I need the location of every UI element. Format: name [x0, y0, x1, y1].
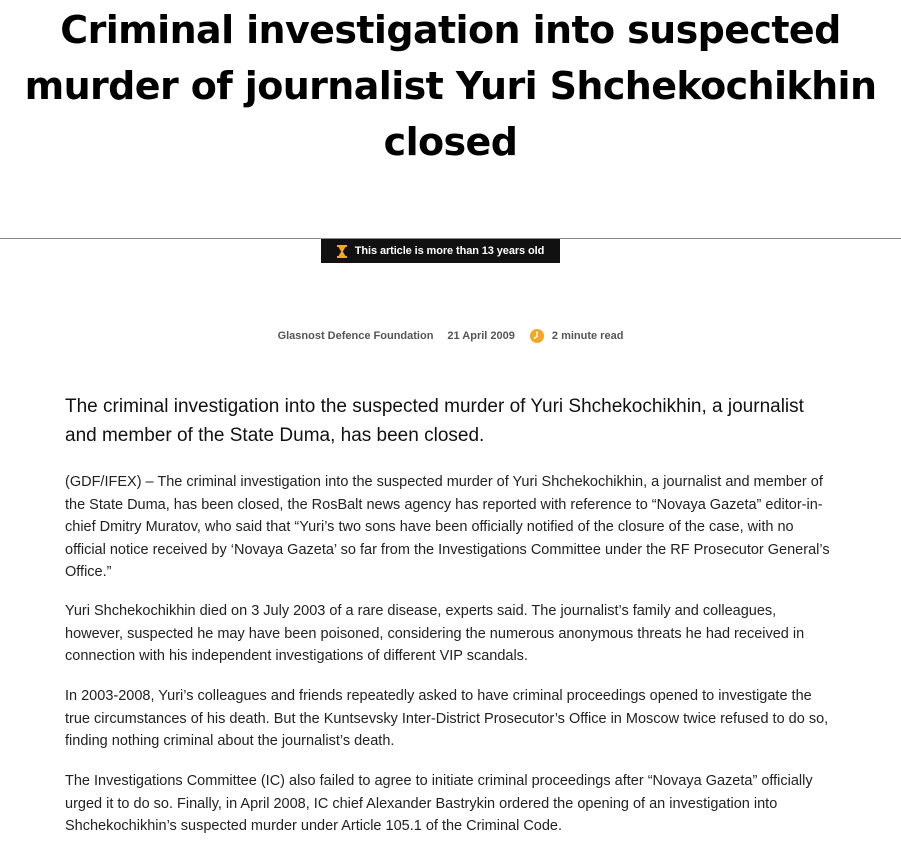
- article-lede: The criminal investigation into the suspected murder of Yuri Shchekochikhin, a journalist and member of the State Duma, has been closed.: [65, 396, 804, 446]
- article-meta: [0, 326, 901, 346]
- article-source[interactable]: Glasnost Defence Foundation: [277, 330, 434, 342]
- article-age-badge: [321, 239, 560, 263]
- article-paragraph: In 2003-2008, Yuri’s colleagues and friends repeatedly asked to have criminal proceedings opened to investigate the true circumstances of his death. But the Kuntsevsky Inter-District Prosecutor’s Office in Moscow twice refused to do so, finding nothing criminal about the journalist’s death.: [65, 688, 829, 749]
- read-time: 2 minute read: [551, 330, 624, 342]
- age-badge-text: This article is more than 13 years old: [354, 245, 545, 257]
- article-paragraph: The Investigations Committee (IC) also failed to agree to initiate criminal proceedings after “Novaya Gazeta” officially urged it to do so. Finally, in April 2008, IC chief Alexander Bastrykin ordered the opening of an investigation into Shchekochikhin’s suspected murder under Article 105.1 of the Criminal Code.: [65, 773, 813, 834]
- page-title: Criminal investigation into suspected murder of journalist Yuri Shchekochikhin closed: [24, 8, 877, 164]
- article-date: 21 April 2009: [447, 330, 515, 342]
- hourglass-icon: [337, 245, 347, 258]
- article-paragraph: Yuri Shchekochikhin died on 3 July 2003 of a rare disease, experts said. The journalist’s family and colleagues, however, suspected he may have been poisoned, considering the numerous anonymous threats he had received in connection with his independent investigations of different VIP scandals.: [65, 603, 805, 664]
- article-paragraph: (GDF/IFEX) – The criminal investigation into the suspected murder of Yuri Shchekochikhin, a journalist and member of the State Duma, has been closed, the RosBalt news agency has reported with reference to “Novaya Gazeta” editor-in-chief Dmitry Muratov, who said that “Yuri’s two sons have been officially notified of the closure of the case, with no official notice received by ‘Novaya Gazeta’ so far from the Investigations Committee under the RF Prosecutor General’s Office.”: [65, 474, 830, 580]
- clock-icon: [529, 328, 545, 344]
